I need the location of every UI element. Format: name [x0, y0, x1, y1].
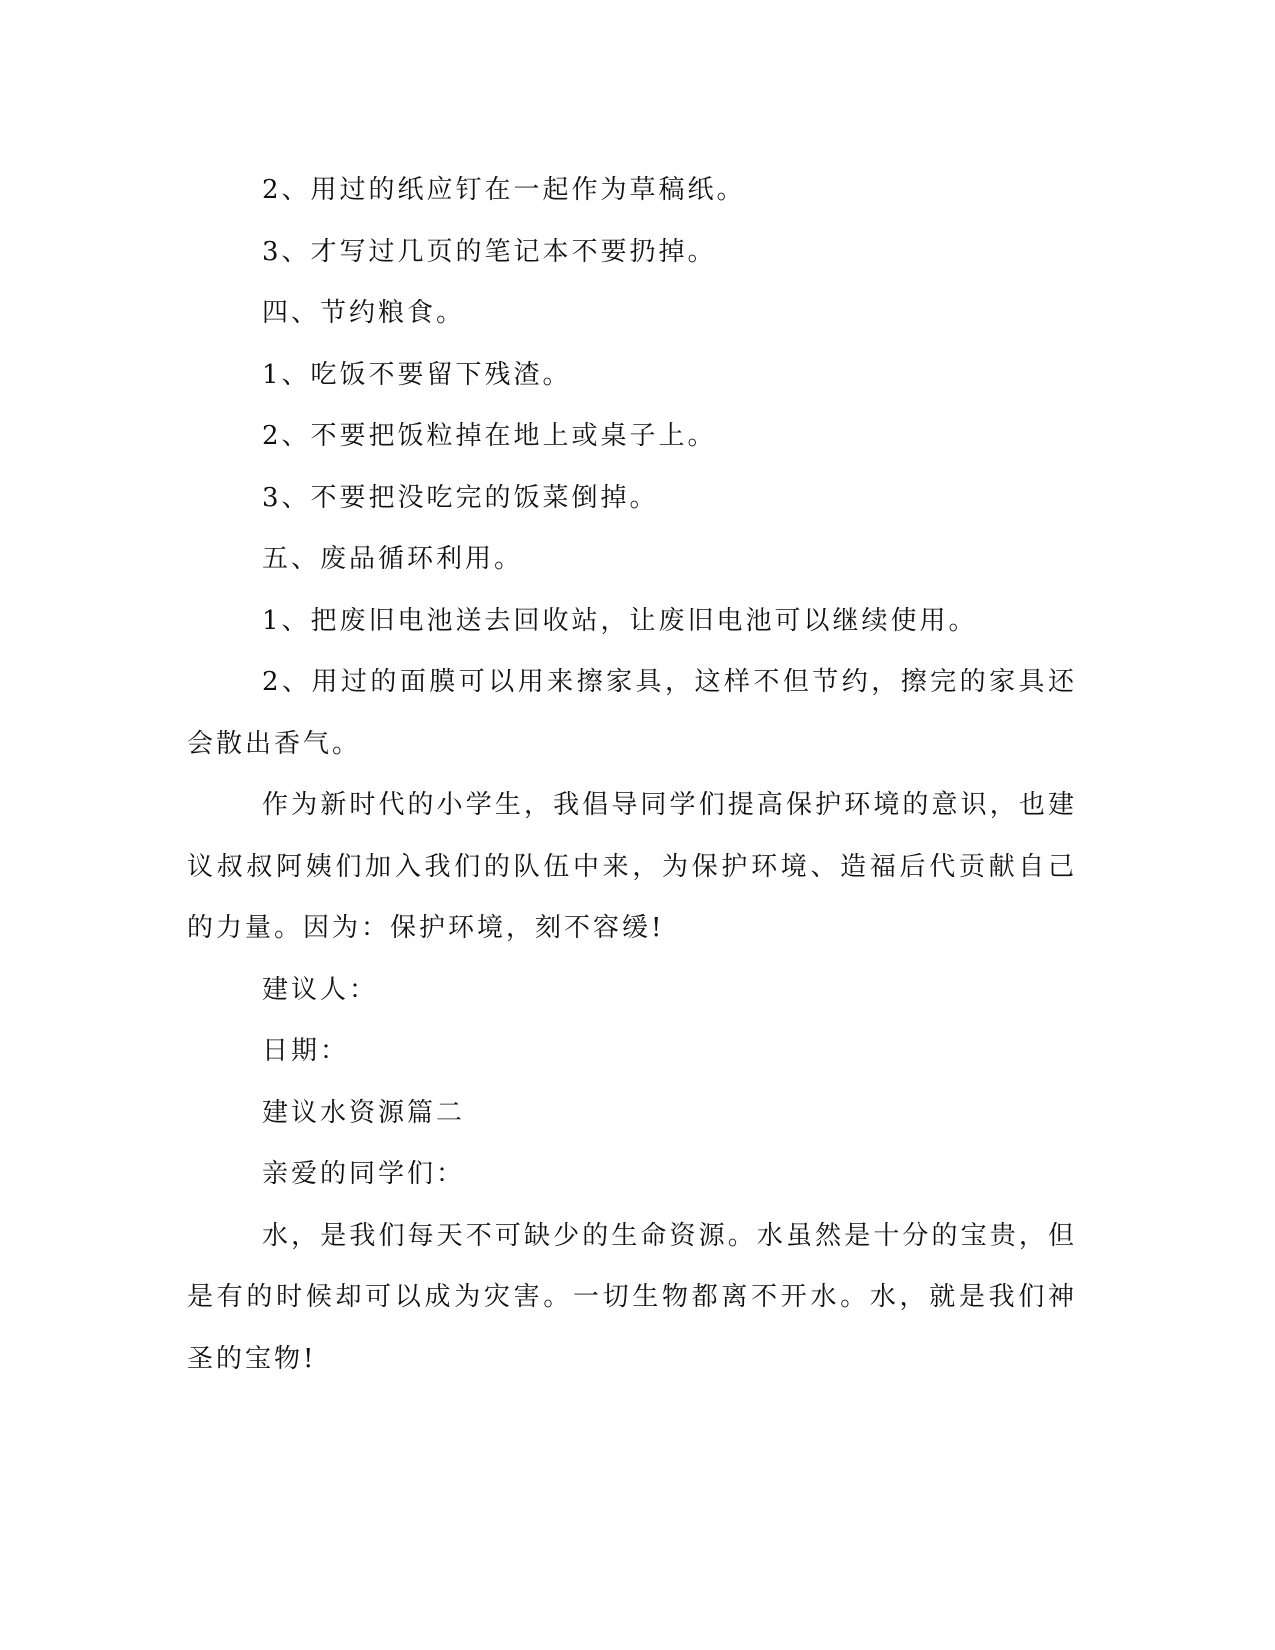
section-heading-recycling: 五、废品循环利用。: [262, 544, 524, 574]
paragraph-8: 1、把废旧电池送去回收站，让废旧电池可以继续使用。: [262, 605, 978, 636]
paragraph-9: 2、用过的面膜可以用来擦家具，这样不但节约，擦完的家具还会散出香气。: [187, 667, 1077, 759]
paragraph-4: 1、吃饭不要留下残渣。: [262, 359, 572, 390]
paragraph-1: 2、用过的纸应钉在一起作为草稿纸。: [262, 175, 746, 205]
document-body: [187, 160, 1077, 1390]
section-heading-save-food: 四、节约粮食。: [262, 298, 466, 328]
paragraph-15: 水，是我们每天不可缺少的生命资源。水虽然是十分的宝贵，但是有的时候却可以成为灾害。一切生物都离不开水。水，就是我们神圣的宝物!: [187, 1220, 1077, 1374]
section-title-water-resources: 建议水资源篇二: [262, 1097, 466, 1128]
paragraph-2: 3、才写过几页的笔记本不要扔掉。: [262, 236, 717, 267]
signature-line-date: 日期：: [262, 1036, 350, 1066]
paragraph-10: 作为新时代的小学生，我倡导同学们提高保护环境的意识，也建议叔叔阿姨们加入我们的队伍中来，为保护环境、造福后代贡献自己的力量。因为：保护环境，刻不容缓!: [187, 790, 1077, 943]
paragraph-5: 2、不要把饭粒掉在地上或桌子上。: [262, 421, 717, 451]
signature-line-proposer: 建议人：: [262, 974, 379, 1005]
salutation: 亲爱的同学们：: [262, 1159, 466, 1189]
paragraph-6: 3、不要把没吃完的饭菜倒掉。: [262, 482, 659, 513]
